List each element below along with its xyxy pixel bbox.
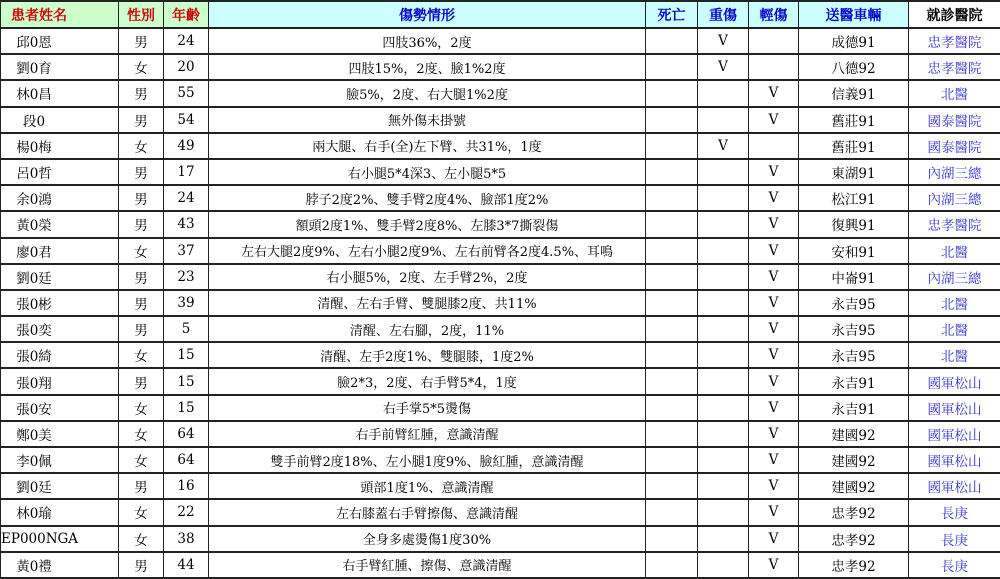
gender-cell: 女 <box>119 421 164 447</box>
header-transport-vehicle: 送醫車輛 <box>799 1 909 28</box>
patient-name-cell <box>1 447 119 473</box>
injury-condition-cell: 清醒、左手2度1%、雙腿膝，1度2% <box>209 342 646 368</box>
table-row <box>1 238 1000 264</box>
death-check-cell <box>646 133 698 159</box>
transport-vehicle-cell: 松江91 <box>799 185 909 211</box>
table-row <box>1 159 1000 185</box>
death-check-cell <box>646 526 698 552</box>
table-row <box>1 54 1000 80</box>
minor-injury-check-cell: V <box>749 526 799 552</box>
transport-vehicle-cell: 永吉91 <box>799 368 909 394</box>
table-row <box>1 28 1000 54</box>
minor-injury-check-cell: V <box>749 185 799 211</box>
severe-injury-check-cell <box>698 473 749 499</box>
gender-cell: 男 <box>119 264 164 290</box>
header-age: 年齡 <box>164 1 209 28</box>
injury-condition-cell: 四肢36%，2度 <box>209 28 646 54</box>
transport-vehicle-cell: 東湖91 <box>799 159 909 185</box>
patient-name-text: 劉0廷 <box>16 480 52 497</box>
minor-injury-check-cell: V <box>749 107 799 133</box>
injury-condition-cell: 頭部1度1%、意識清醒 <box>209 473 646 499</box>
table-row <box>1 185 1000 211</box>
table-body <box>1 28 1000 578</box>
age-cell: 22 <box>164 499 209 525</box>
transport-vehicle-cell: 成德91 <box>799 28 909 54</box>
gender-cell: 女 <box>119 499 164 525</box>
age-cell: 38 <box>164 526 209 552</box>
injury-condition-cell: 左右膝蓋右手臂擦傷、意識清醒 <box>209 499 646 525</box>
severe-injury-check-cell <box>698 290 749 316</box>
gender-cell: 男 <box>119 185 164 211</box>
minor-injury-check-cell: V <box>749 80 799 106</box>
injury-condition-cell: 清醒、左右腳，2度，11% <box>209 316 646 342</box>
minor-injury-check-cell: V <box>749 159 799 185</box>
death-check-cell <box>646 185 698 211</box>
transport-vehicle-cell: 建國92 <box>799 421 909 447</box>
table-row <box>1 80 1000 106</box>
severe-injury-check-cell <box>698 395 749 421</box>
patient-name-text: 張0奕 <box>16 323 52 340</box>
age-cell: 17 <box>164 159 209 185</box>
age-cell: 64 <box>164 447 209 473</box>
gender-cell: 男 <box>119 316 164 342</box>
treating-hospital-cell: 北醫 <box>909 80 1000 106</box>
gender-cell: 女 <box>119 395 164 421</box>
treating-hospital-cell: 忠孝醫院 <box>909 54 1000 80</box>
table-row <box>1 316 1000 342</box>
patient-name-text: EP000NGA <box>1 530 79 547</box>
table-row <box>1 290 1000 316</box>
minor-injury-check-cell: V <box>749 238 799 264</box>
death-check-cell <box>646 28 698 54</box>
transport-vehicle-cell: 舊莊91 <box>799 133 909 159</box>
injury-condition-cell: 雙手前臂2度18%、左小腿1度9%、臉紅腫，意識清醒 <box>209 447 646 473</box>
transport-vehicle-cell: 建國92 <box>799 447 909 473</box>
patient-name-cell <box>1 264 119 290</box>
severe-injury-check-cell <box>698 185 749 211</box>
death-check-cell <box>646 499 698 525</box>
age-cell: 15 <box>164 368 209 394</box>
patient-name-text: 段0 <box>22 113 46 130</box>
treating-hospital-cell: 北醫 <box>909 316 1000 342</box>
treating-hospital-cell: 長庚 <box>909 552 1000 578</box>
treating-hospital-cell: 國軍松山 <box>909 368 1000 394</box>
transport-vehicle-cell: 八德92 <box>799 54 909 80</box>
patient-name-cell <box>1 316 119 342</box>
table-row <box>1 342 1000 368</box>
severe-injury-check-cell <box>698 107 749 133</box>
header-death: 死亡 <box>646 1 698 28</box>
header-gender: 性別 <box>119 1 164 28</box>
table-row <box>1 421 1000 447</box>
table-row <box>1 264 1000 290</box>
age-cell: 15 <box>164 342 209 368</box>
patient-name-text: 李0佩 <box>16 454 52 471</box>
patient-name-cell <box>1 368 119 394</box>
treating-hospital-cell: 忠孝醫院 <box>909 211 1000 237</box>
table-row <box>1 499 1000 525</box>
age-cell: 24 <box>164 185 209 211</box>
injury-condition-cell: 右小腿5*4深3、左小腿5*5 <box>209 159 646 185</box>
header-patient-name: 患者姓名 <box>1 1 119 28</box>
age-cell: 23 <box>164 264 209 290</box>
treating-hospital-cell: 忠孝醫院 <box>909 28 1000 54</box>
minor-injury-check-cell <box>749 28 799 54</box>
death-check-cell <box>646 264 698 290</box>
patient-name-text: 張0綺 <box>16 349 52 366</box>
severe-injury-check-cell <box>698 447 749 473</box>
treating-hospital-cell: 北醫 <box>909 342 1000 368</box>
patient-name-text: 呂0哲 <box>16 166 52 183</box>
death-check-cell <box>646 290 698 316</box>
transport-vehicle-cell: 永吉95 <box>799 342 909 368</box>
table-row <box>1 395 1000 421</box>
gender-cell: 男 <box>119 28 164 54</box>
table-header <box>1 1 1000 28</box>
transport-vehicle-cell: 永吉91 <box>799 395 909 421</box>
header-row <box>1 1 1000 28</box>
death-check-cell <box>646 80 698 106</box>
patient-name-text: 張0翔 <box>16 375 52 392</box>
injury-condition-cell: 臉5%，2度、右大腿1%2度 <box>209 80 646 106</box>
injury-condition-cell: 臉2*3，2度、右手臂5*4，1度 <box>209 368 646 394</box>
minor-injury-check-cell: V <box>749 473 799 499</box>
gender-cell: 女 <box>119 526 164 552</box>
death-check-cell <box>646 421 698 447</box>
patient-name-cell <box>1 499 119 525</box>
death-check-cell <box>646 368 698 394</box>
transport-vehicle-cell: 永吉95 <box>799 316 909 342</box>
injury-condition-cell: 全身多處燙傷1度30% <box>209 526 646 552</box>
patient-name-cell <box>1 133 119 159</box>
transport-vehicle-cell: 安和91 <box>799 238 909 264</box>
gender-cell: 男 <box>119 290 164 316</box>
injury-condition-cell: 清醒、左右手臂、雙腿膝2度、共11% <box>209 290 646 316</box>
transport-vehicle-cell: 忠孝92 <box>799 499 909 525</box>
death-check-cell <box>646 238 698 264</box>
patient-name-cell <box>1 211 119 237</box>
death-check-cell <box>646 395 698 421</box>
treating-hospital-cell: 內湖三總 <box>909 185 1000 211</box>
death-check-cell <box>646 211 698 237</box>
minor-injury-check-cell <box>749 133 799 159</box>
patient-name-cell <box>1 28 119 54</box>
severe-injury-check-cell <box>698 421 749 447</box>
age-cell: 55 <box>164 80 209 106</box>
treating-hospital-cell: 國泰醫院 <box>909 107 1000 133</box>
treating-hospital-cell: 北醫 <box>909 290 1000 316</box>
minor-injury-check-cell: V <box>749 395 799 421</box>
severe-injury-check-cell <box>698 80 749 106</box>
gender-cell: 男 <box>119 473 164 499</box>
transport-vehicle-cell: 復興91 <box>799 211 909 237</box>
severe-injury-check-cell: V <box>698 28 749 54</box>
severe-injury-check-cell: V <box>698 54 749 80</box>
gender-cell: 女 <box>119 54 164 80</box>
age-cell: 54 <box>164 107 209 133</box>
death-check-cell <box>646 107 698 133</box>
severe-injury-check-cell <box>698 552 749 578</box>
patient-name-cell <box>1 238 119 264</box>
minor-injury-check-cell: V <box>749 290 799 316</box>
patient-name-text: 邱0恩 <box>16 35 52 52</box>
severe-injury-check-cell <box>698 342 749 368</box>
patient-name-cell <box>1 107 119 133</box>
patient-name-text: 廖0君 <box>16 244 52 261</box>
patient-name-cell <box>1 185 119 211</box>
injury-condition-cell: 額頭2度1%、雙手臂2度8%、左膝3*7撕裂傷 <box>209 211 646 237</box>
injury-condition-cell: 無外傷未掛號 <box>209 107 646 133</box>
patient-name-text: 劉0廷 <box>16 270 52 287</box>
patient-name-cell <box>1 526 119 552</box>
severe-injury-check-cell <box>698 211 749 237</box>
minor-injury-check-cell: V <box>749 368 799 394</box>
patient-name-text: 余0鴻 <box>16 192 52 209</box>
minor-injury-check-cell: V <box>749 211 799 237</box>
patient-name-cell <box>1 159 119 185</box>
age-cell: 64 <box>164 421 209 447</box>
age-cell: 43 <box>164 211 209 237</box>
severe-injury-check-cell <box>698 499 749 525</box>
patient-name-text: 鄭0美 <box>16 427 52 444</box>
age-cell: 49 <box>164 133 209 159</box>
treating-hospital-cell: 國泰醫院 <box>909 133 1000 159</box>
death-check-cell <box>646 473 698 499</box>
injury-condition-cell: 右手掌5*5燙傷 <box>209 395 646 421</box>
treating-hospital-cell: 北醫 <box>909 238 1000 264</box>
injury-condition-cell: 右手臂紅腫、擦傷、意識清醒 <box>209 552 646 578</box>
death-check-cell <box>646 552 698 578</box>
age-cell: 44 <box>164 552 209 578</box>
patient-name-cell <box>1 80 119 106</box>
minor-injury-check-cell <box>749 54 799 80</box>
death-check-cell <box>646 159 698 185</box>
age-cell: 39 <box>164 290 209 316</box>
gender-cell: 男 <box>119 211 164 237</box>
age-cell: 5 <box>164 316 209 342</box>
injury-condition-cell: 左右大腿2度9%、左右小腿2度9%、左右前臂各2度4.5%、耳鳴 <box>209 238 646 264</box>
gender-cell: 男 <box>119 159 164 185</box>
patient-name-cell <box>1 552 119 578</box>
minor-injury-check-cell: V <box>749 499 799 525</box>
treating-hospital-cell: 長庚 <box>909 526 1000 552</box>
minor-injury-check-cell: V <box>749 316 799 342</box>
age-cell: 15 <box>164 395 209 421</box>
patient-name-text: 張0彬 <box>16 296 52 313</box>
treating-hospital-cell: 國軍松山 <box>909 421 1000 447</box>
treating-hospital-cell: 內湖三總 <box>909 159 1000 185</box>
death-check-cell <box>646 447 698 473</box>
table-row <box>1 133 1000 159</box>
treating-hospital-cell: 國軍松山 <box>909 395 1000 421</box>
transport-vehicle-cell: 忠孝92 <box>799 526 909 552</box>
patient-name-text: 劉0育 <box>16 61 52 78</box>
injury-condition-cell: 右手前臂紅腫，意識清醒 <box>209 421 646 447</box>
injury-condition-cell: 脖子2度2%、雙手臂2度4%、臉部1度2% <box>209 185 646 211</box>
header-injury-condition: 傷勢情形 <box>209 1 646 28</box>
patient-name-text: 黃0禮 <box>16 558 52 575</box>
gender-cell: 男 <box>119 80 164 106</box>
table-row <box>1 473 1000 499</box>
severe-injury-check-cell <box>698 159 749 185</box>
table-row <box>1 447 1000 473</box>
death-check-cell <box>646 54 698 80</box>
table-row <box>1 552 1000 578</box>
transport-vehicle-cell: 建國92 <box>799 473 909 499</box>
severe-injury-check-cell <box>698 238 749 264</box>
minor-injury-check-cell: V <box>749 342 799 368</box>
patient-name-text: 林0昌 <box>16 87 52 104</box>
transport-vehicle-cell: 永吉95 <box>799 290 909 316</box>
header-minor-injury: 輕傷 <box>749 1 799 28</box>
patient-name-cell <box>1 54 119 80</box>
gender-cell: 男 <box>119 107 164 133</box>
gender-cell: 男 <box>119 552 164 578</box>
severe-injury-check-cell <box>698 368 749 394</box>
age-cell: 24 <box>164 28 209 54</box>
table-row <box>1 107 1000 133</box>
age-cell: 16 <box>164 473 209 499</box>
patient-name-text: 楊0梅 <box>16 139 52 156</box>
death-check-cell <box>646 342 698 368</box>
table-row <box>1 368 1000 394</box>
patient-name-text: 張0安 <box>16 401 52 418</box>
treating-hospital-cell: 長庚 <box>909 499 1000 525</box>
minor-injury-check-cell: V <box>749 264 799 290</box>
header-severe-injury: 重傷 <box>698 1 749 28</box>
age-cell: 37 <box>164 238 209 264</box>
death-check-cell <box>646 316 698 342</box>
header-treating-hospital: 就診醫院 <box>909 1 1000 28</box>
severe-injury-check-cell <box>698 526 749 552</box>
gender-cell: 女 <box>119 342 164 368</box>
transport-vehicle-cell: 信義91 <box>799 80 909 106</box>
patient-name-cell <box>1 342 119 368</box>
injury-condition-cell: 右小腿5%，2度、左手臂2%，2度 <box>209 264 646 290</box>
severe-injury-check-cell <box>698 316 749 342</box>
injury-condition-cell: 四肢15%，2度、臉1%2度 <box>209 54 646 80</box>
gender-cell: 男 <box>119 368 164 394</box>
patient-name-text: 林0瑜 <box>16 506 52 523</box>
severe-injury-check-cell: V <box>698 133 749 159</box>
treating-hospital-cell: 內湖三總 <box>909 264 1000 290</box>
table-row <box>1 211 1000 237</box>
patient-name-cell <box>1 395 119 421</box>
gender-cell: 女 <box>119 238 164 264</box>
minor-injury-check-cell: V <box>749 552 799 578</box>
patient-name-text: 黃0榮 <box>16 218 52 235</box>
patient-name-cell <box>1 473 119 499</box>
treating-hospital-cell: 國軍松山 <box>909 447 1000 473</box>
severe-injury-check-cell <box>698 264 749 290</box>
transport-vehicle-cell: 忠孝92 <box>799 552 909 578</box>
gender-cell: 女 <box>119 447 164 473</box>
injury-condition-cell: 兩大腿、右手(全)左下臂、共31%，1度 <box>209 133 646 159</box>
minor-injury-check-cell: V <box>749 447 799 473</box>
transport-vehicle-cell: 舊莊91 <box>799 107 909 133</box>
table-row <box>1 526 1000 552</box>
gender-cell: 女 <box>119 133 164 159</box>
age-cell: 20 <box>164 54 209 80</box>
minor-injury-check-cell: V <box>749 421 799 447</box>
patient-name-cell <box>1 290 119 316</box>
transport-vehicle-cell: 中崙91 <box>799 264 909 290</box>
treating-hospital-cell: 國軍松山 <box>909 473 1000 499</box>
patient-name-cell <box>1 421 119 447</box>
